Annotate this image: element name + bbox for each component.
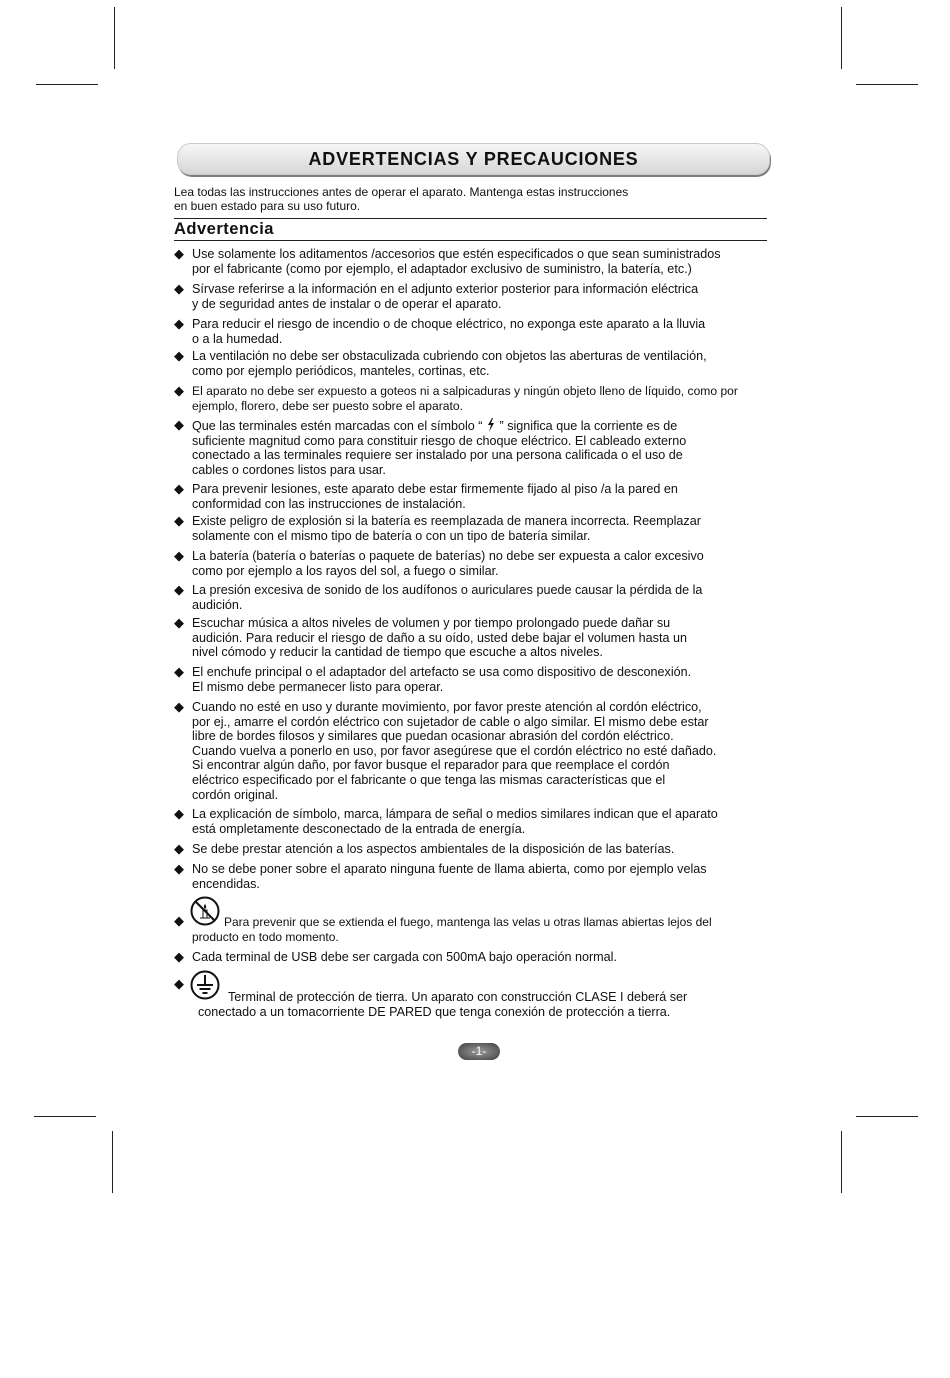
bullet-diamond-icon: ◆ (174, 316, 184, 331)
list-item-text: No se debe poner sobre el aparato ninguna fuente de llama abierta, como por ejemplo velas encendidas. (192, 862, 707, 891)
list-item-text: Escuchar música a altos niveles de volumen y por tiempo prolongado puede dañar su audición. Para reducir el riesgo de daño a su oído, usted debe bajar el volumen hasta un nivel cómodo y reducir la cantidad de tiempo que escuche a altos niveles. (192, 616, 687, 660)
crop-mark-top-left-vertical (114, 7, 115, 69)
list-item-text: Cuando no esté en uso y durante movimiento, por favor preste atención al cordón eléctrico, por ej., amarre el cordón eléctrico con sujetador de cable o algo similar. El mismo debe estar libre de bordes filosos y similares que puedan ocasionar abrasión del cordón eléctrico. Cuando vuelva a ponerlo en uso, por favor asegúrese que el cordón eléctrico no esté dañado. Si encontrar algún daño, por favor busque el reparador para que reemplace el cordón eléctrico especificado por el fabricante o que tenga las mismas características que el cordón original. (192, 700, 717, 802)
bullet-diamond-icon: ◆ (174, 615, 184, 630)
list-item-text: Sírvase referirse a la información en el adjunto exterior posterior para información eléctrica y de seguridad antes de instalar o de operar el aparato. (192, 282, 699, 311)
page-title: ADVERTENCIAS Y PRECAUCIONES (308, 148, 639, 169)
bullet-diamond-icon: ◆ (174, 664, 184, 679)
crop-mark-top-right-horizontal (856, 84, 918, 85)
bullet-diamond-icon: ◆ (174, 548, 184, 563)
section-heading-underline (174, 240, 767, 241)
crop-mark-bottom-left-vertical (112, 1131, 113, 1193)
intro-paragraph: Lea todas las instrucciones antes de operar el aparato. Mantenga estas instrucciones en buen estado para su uso futuro. (174, 185, 629, 213)
list-item (174, 970, 794, 1022)
bullet-diamond-icon: ◆ (174, 417, 184, 432)
page-number-badge: -1- (458, 1043, 500, 1060)
list-item-text: La presión excesiva de sonido de los audífonos o auriculares puede causar la pérdida de la audición. (192, 583, 703, 612)
bullet-diamond-icon: ◆ (174, 582, 184, 597)
list-item-text: Para prevenir lesiones, este aparato debe estar firmemente fijado al piso /a la pared en conformidad con las instrucciones de instalación. (192, 482, 678, 511)
list-item-text: Se debe prestar atención a los aspectos ambientales de la disposición de las baterías. (192, 842, 675, 856)
list-item-text: Use solamente los aditamentos /accesorios que estén especificados o que sean suministrados por el fabricante (como por ejemplo, el adaptador exclusivo de suministro, la batería, etc.) (192, 247, 721, 276)
bullet-diamond-icon: ◆ (174, 348, 184, 363)
crop-mark-top-right-vertical (841, 7, 842, 69)
crop-mark-bottom-right-vertical (841, 1131, 842, 1193)
list-item-text: La batería (batería o baterías o paquete de baterías) no debe ser expuesta a calor excesivo como por ejemplo a los rayos del sol, a fuego o similar. (192, 549, 704, 578)
list-item-text: Terminal de protección de tierra. Un aparato con construcción CLASE I deberá ser conectado a un tomacorriente DE PARED que tenga conexión de protección a tierra. (198, 990, 688, 1019)
crop-mark-bottom-right-horizontal (856, 1116, 918, 1117)
section-heading: Advertencia (174, 220, 274, 238)
bullet-diamond-icon: ◆ (174, 246, 184, 261)
bullet-diamond-icon: ◆ (174, 383, 184, 398)
list-item-text: La explicación de símbolo, marca, lámpara de señal o medios similares indican que el aparato está ompletamente desconectado de la entrada de energía. (192, 807, 718, 836)
list-item-text: Para prevenir que se extienda el fuego, mantenga las velas u otras llamas abiertas lejos del producto en todo momento. (192, 915, 712, 944)
intro-divider (174, 218, 767, 219)
lightning-bolt-icon (486, 418, 496, 432)
crop-mark-top-left-horizontal (36, 84, 98, 85)
bullet-diamond-icon: ◆ (174, 513, 184, 528)
list-item-text (192, 418, 792, 477)
list-item-text: Cada terminal de USB debe ser cargada con 500mA bajo operación normal. (192, 950, 617, 964)
list-item-text: La ventilación no debe ser obstaculizada cubriendo con objetos las aberturas de ventilación, como por ejemplo periódicos, manteles, cortinas, etc. (192, 349, 707, 378)
list-item-text-part: Que las terminales estén marcadas con el símbolo “ (192, 419, 486, 433)
bullet-diamond-icon: ◆ (174, 806, 184, 821)
title-banner (177, 143, 770, 175)
bullet-diamond-icon: ◆ (174, 976, 184, 991)
bullet-diamond-icon: ◆ (174, 861, 184, 876)
list-item-text: El aparato no debe ser expuesto a goteos ni a salpicaduras y ningún objeto lleno de líquido, como por ejemplo, florero, debe ser puesto sobre el aparato. (192, 384, 738, 413)
bullet-diamond-icon: ◆ (174, 481, 184, 496)
list-item-text: Para reducir el riesgo de incendio o de choque eléctrico, no exponga este aparato a la lluvia o a la humedad. (192, 317, 706, 346)
bullet-diamond-icon: ◆ (174, 699, 184, 714)
list-item-text-part: ” significa que la corriente es de suficiente magnitud como para constituir riesgo de choque eléctrico. El cableado externo conectado a las terminales requiere ser instalado por una persona calificada o el uso de cables o cordones listos para usar. (192, 419, 687, 477)
list-item (174, 896, 794, 942)
bullet-diamond-icon: ◆ (174, 841, 184, 856)
bullet-diamond-icon: ◆ (174, 913, 184, 928)
bullet-diamond-icon: ◆ (174, 949, 184, 964)
list-item-text: Existe peligro de explosión si la batería es reemplazada de manera incorrecta. Reemplazar solamente con el mismo tipo de batería o con un tipo de batería similar. (192, 514, 701, 543)
crop-mark-bottom-left-horizontal (34, 1116, 96, 1117)
bullet-diamond-icon: ◆ (174, 281, 184, 296)
list-item-text: El enchufe principal o el adaptador del artefacto se usa como dispositivo de desconexión. El mismo debe permanecer listo para operar. (192, 665, 692, 694)
